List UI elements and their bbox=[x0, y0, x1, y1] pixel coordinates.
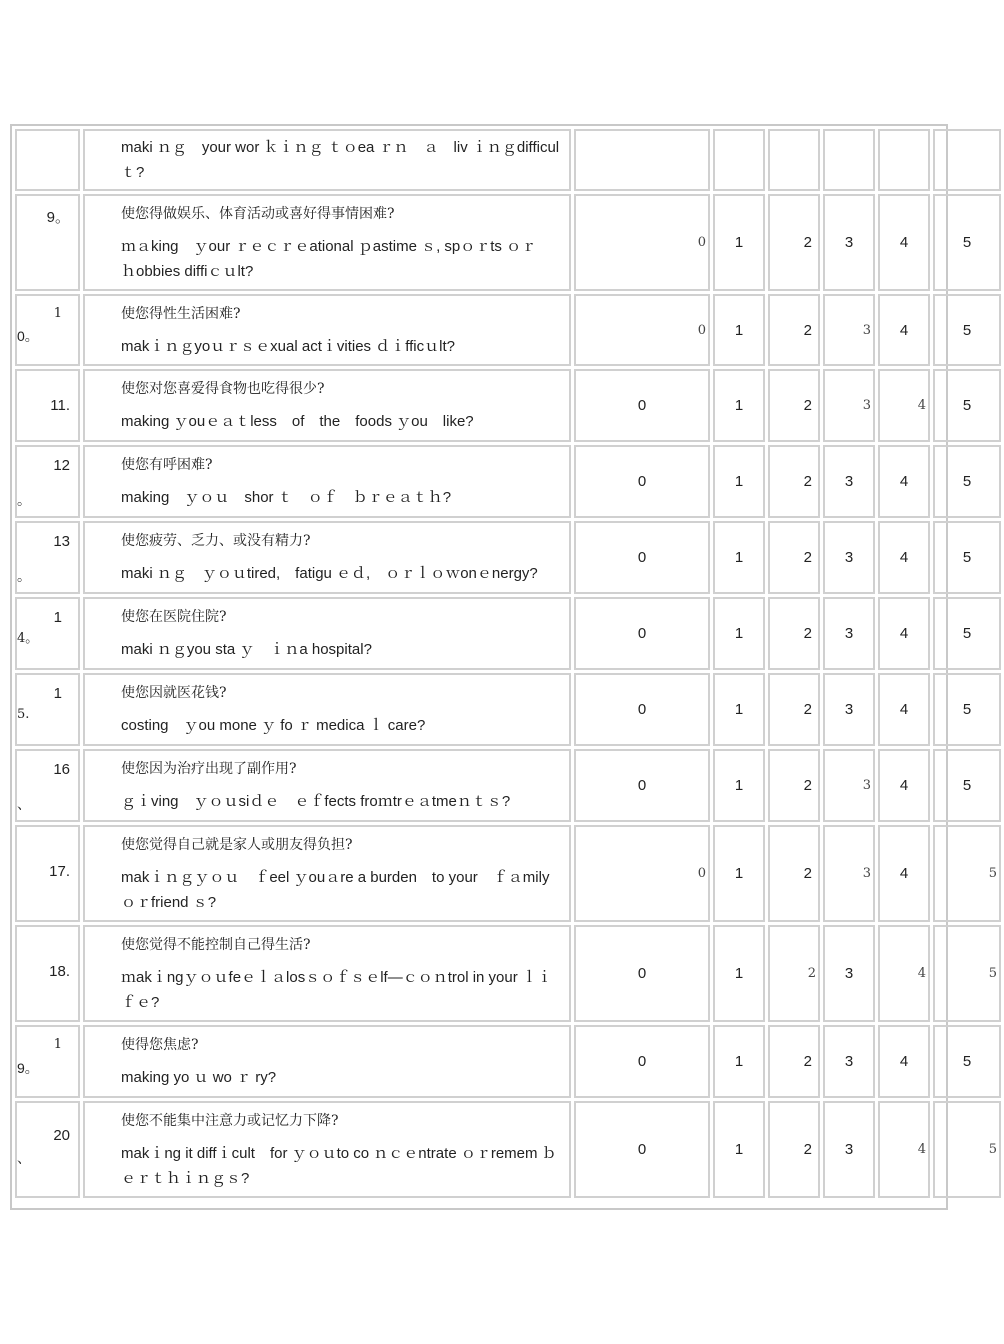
score-option-4[interactable]: 4 bbox=[878, 1101, 930, 1198]
item-number-cell bbox=[15, 749, 80, 822]
score-option-5[interactable]: 5 bbox=[933, 369, 1001, 442]
question-english: making yo ｕ wo ｒ ry? bbox=[121, 1069, 277, 1086]
question-cell bbox=[83, 521, 571, 594]
table-row bbox=[15, 294, 1001, 366]
table-row bbox=[15, 749, 1001, 822]
question-english: making ｙｏｕ shor ｔ ｏｆ ｂｒｅａｔｈ? bbox=[121, 489, 452, 506]
item-number-cell bbox=[15, 673, 80, 746]
score-option-3[interactable]: 3 bbox=[823, 597, 875, 670]
question-english: ｍａking ｙour ｒｅｃｒｅational ｐastime ｓ, spｏｒts ｏｒ ｈobbies diffiｃｕlt? bbox=[121, 237, 552, 280]
question-cell bbox=[83, 749, 571, 822]
score-option-4[interactable]: 4 bbox=[878, 1025, 930, 1098]
score-option-1[interactable]: 1 bbox=[713, 369, 765, 442]
score-option-0[interactable]: 0 bbox=[574, 597, 710, 670]
score-option-0[interactable]: 0 bbox=[574, 194, 710, 291]
score-option-4[interactable]: 4 bbox=[878, 521, 930, 594]
score-option-4[interactable]: 4 bbox=[878, 597, 930, 670]
item-number: 11. bbox=[50, 397, 70, 414]
table-row bbox=[15, 597, 1001, 670]
score-option-5[interactable]: 5 bbox=[933, 825, 1001, 922]
item-number: 13 bbox=[53, 533, 70, 550]
score-option-4[interactable]: 4 bbox=[878, 749, 930, 822]
score-option-2[interactable]: 2 bbox=[768, 673, 820, 746]
table-row bbox=[15, 129, 1001, 191]
questionnaire-table bbox=[12, 126, 1004, 1201]
item-number-suffix: 。 bbox=[17, 568, 31, 584]
item-number-cell bbox=[15, 369, 80, 442]
item-number-cell bbox=[15, 1101, 80, 1198]
item-number: 20 bbox=[53, 1127, 70, 1144]
question-english: maki ｎｇyou sta ｙ ｉｎa hospital? bbox=[121, 641, 372, 658]
score-cell bbox=[933, 129, 1001, 191]
question-chinese: 使您觉得自己就是家人或朋友得负担? bbox=[121, 836, 353, 853]
item-number: 18. bbox=[49, 963, 70, 980]
item-number-cell bbox=[15, 194, 80, 291]
question-english: maki ｎｇ ｙｏｕtired, fatigu ｅｄ, ｏｒｌｏｗonｅnergy? bbox=[121, 565, 538, 582]
score-option-3[interactable]: 3 bbox=[823, 1025, 875, 1098]
question-chinese: 使您因为治疗出现了副作用? bbox=[121, 761, 297, 777]
item-number: 1 bbox=[53, 685, 62, 702]
question-chinese: 使您不能集中注意力或记忆力下降? bbox=[121, 1112, 339, 1129]
score-option-3[interactable]: 3 bbox=[823, 369, 875, 442]
question-chinese: 使您在医院住院? bbox=[121, 609, 227, 625]
score-cell bbox=[823, 129, 875, 191]
score-option-3[interactable]: 3 bbox=[823, 673, 875, 746]
question-english: makｉng it diffｉcult for ｙｏｕto co ｎｃｅntrate ｏｒremem ｂｅｒｔｈｉｎｇｓ? bbox=[121, 1144, 557, 1187]
score-option-5[interactable]: 5 bbox=[933, 749, 1001, 822]
question-english: makｉｎｇｙｏｕ ｆeel ｙouａre a burden to your ｆａmily ｏｒfriend ｓ? bbox=[121, 868, 550, 911]
question-english: making ｙouｅａｔless of the foods ｙou like? bbox=[121, 413, 474, 430]
score-option-4[interactable]: 4 bbox=[878, 825, 930, 922]
table-row bbox=[15, 925, 1001, 1022]
question-chinese: 使您有呼困难? bbox=[121, 457, 213, 473]
score-option-0[interactable]: 0 bbox=[574, 749, 710, 822]
item-number-cell bbox=[15, 1025, 80, 1098]
score-option-1[interactable]: 1 bbox=[713, 194, 765, 291]
score-option-5[interactable]: 5 bbox=[933, 1025, 1001, 1098]
item-number: 1 bbox=[53, 306, 62, 321]
score-option-0[interactable]: 0 bbox=[574, 369, 710, 442]
score-option-0[interactable]: 0 bbox=[574, 1025, 710, 1098]
question-chinese: 使您觉得不能控制自己得生活? bbox=[121, 936, 311, 953]
score-option-2[interactable]: 2 bbox=[768, 925, 820, 1022]
table-row bbox=[15, 194, 1001, 291]
item-number: 1 bbox=[53, 1037, 62, 1052]
score-option-4[interactable]: 4 bbox=[878, 673, 930, 746]
score-option-0[interactable]: 0 bbox=[574, 673, 710, 746]
score-cell bbox=[768, 129, 820, 191]
score-option-2[interactable]: 2 bbox=[768, 521, 820, 594]
score-option-5[interactable]: 5 bbox=[933, 597, 1001, 670]
item-number: 9。 bbox=[46, 209, 70, 226]
score-option-1[interactable]: 1 bbox=[713, 445, 765, 518]
item-number: 1 bbox=[53, 609, 62, 626]
question-cell bbox=[83, 445, 571, 518]
question-cell bbox=[83, 129, 571, 191]
item-number-suffix: 、 bbox=[17, 796, 31, 812]
score-option-3[interactable]: 3 bbox=[823, 749, 875, 822]
item-number: 12 bbox=[53, 457, 70, 474]
question-english: ｇｉving ｙｏｕsiｄｅ ｅｆfects froｍtrｅａtmeｎｔｓ? bbox=[121, 793, 511, 810]
score-option-5[interactable]: 5 bbox=[933, 445, 1001, 518]
score-option-3[interactable]: 3 bbox=[823, 1101, 875, 1198]
score-option-5[interactable]: 5 bbox=[933, 294, 1001, 366]
score-option-1[interactable]: 1 bbox=[713, 749, 765, 822]
score-option-0[interactable]: 0 bbox=[574, 1101, 710, 1198]
score-option-5[interactable]: 5 bbox=[933, 1101, 1001, 1198]
score-option-1[interactable]: 1 bbox=[713, 597, 765, 670]
question-cell bbox=[83, 925, 571, 1022]
table-row bbox=[15, 521, 1001, 594]
score-option-5[interactable]: 5 bbox=[933, 521, 1001, 594]
item-number-cell bbox=[15, 294, 80, 366]
table-row bbox=[15, 369, 1001, 442]
score-option-5[interactable]: 5 bbox=[933, 925, 1001, 1022]
item-number-cell bbox=[15, 521, 80, 594]
score-option-2[interactable]: 2 bbox=[768, 445, 820, 518]
table-row bbox=[15, 1025, 1001, 1098]
item-number-cell bbox=[15, 825, 80, 922]
question-chinese: 使您因就医花钱? bbox=[121, 685, 227, 701]
score-cell bbox=[713, 129, 765, 191]
questionnaire-table-frame bbox=[10, 124, 997, 1210]
question-cell bbox=[83, 1025, 571, 1098]
score-option-2[interactable]: 2 bbox=[768, 294, 820, 366]
score-option-2[interactable]: 2 bbox=[768, 1025, 820, 1098]
item-number-suffix: 、 bbox=[17, 1150, 31, 1166]
score-option-3[interactable]: 3 bbox=[823, 521, 875, 594]
table-row bbox=[15, 445, 1001, 518]
score-option-2[interactable]: 2 bbox=[768, 825, 820, 922]
score-option-5[interactable]: 5 bbox=[933, 673, 1001, 746]
score-option-0[interactable]: 0 bbox=[574, 445, 710, 518]
score-option-2[interactable]: 2 bbox=[768, 369, 820, 442]
score-option-3[interactable]: 3 bbox=[823, 294, 875, 366]
score-option-1[interactable]: 1 bbox=[713, 294, 765, 366]
item-number: 17. bbox=[49, 863, 70, 880]
score-cell bbox=[878, 129, 930, 191]
question-chinese: 使您得做娱乐、体育活动或喜好得事情困难? bbox=[121, 205, 395, 222]
score-option-3[interactable]: 3 bbox=[823, 194, 875, 291]
item-number-suffix: 4。 bbox=[17, 631, 39, 646]
question-cell bbox=[83, 369, 571, 442]
question-cell bbox=[83, 825, 571, 922]
score-option-4[interactable]: 4 bbox=[878, 194, 930, 291]
table-row bbox=[15, 673, 1001, 746]
score-option-1[interactable]: 1 bbox=[713, 925, 765, 1022]
item-number-suffix: 5. bbox=[17, 707, 30, 722]
item-number: 16 bbox=[53, 761, 70, 778]
question-english: maki ｎｇ your wor ｋｉｎｇ ｔｏea ｒｎ ａ liv ｉｎｇdifficul ｔ? bbox=[121, 139, 560, 181]
score-option-2[interactable]: 2 bbox=[768, 749, 820, 822]
score-option-0[interactable]: 0 bbox=[574, 825, 710, 922]
score-option-3[interactable]: 3 bbox=[823, 445, 875, 518]
question-cell bbox=[83, 673, 571, 746]
question-cell bbox=[83, 597, 571, 670]
score-cell bbox=[574, 129, 710, 191]
question-chinese: 使您疲劳、乏力、或没有精力? bbox=[121, 533, 311, 549]
score-option-1[interactable]: 1 bbox=[713, 1025, 765, 1098]
question-english: makｉｎｇyoｕｒｓｅxual actｉvities ｄｉfficｕlt? bbox=[121, 337, 455, 355]
item-number-cell bbox=[15, 597, 80, 670]
score-option-3[interactable]: 3 bbox=[823, 825, 875, 922]
score-option-1[interactable]: 1 bbox=[713, 521, 765, 594]
table-row bbox=[15, 825, 1001, 922]
item-number-suffix: 0。 bbox=[17, 328, 39, 344]
question-cell bbox=[83, 194, 571, 291]
question-cell bbox=[83, 1101, 571, 1198]
table-row bbox=[15, 1101, 1001, 1198]
score-option-0[interactable]: 0 bbox=[574, 294, 710, 366]
question-chinese: 使您得性生活困难? bbox=[121, 305, 241, 322]
score-option-3[interactable]: 3 bbox=[823, 925, 875, 1022]
question-chinese: 使您对您喜爱得食物也吃得很少? bbox=[121, 381, 325, 397]
score-option-2[interactable]: 2 bbox=[768, 194, 820, 291]
score-option-2[interactable]: 2 bbox=[768, 1101, 820, 1198]
score-option-1[interactable]: 1 bbox=[713, 1101, 765, 1198]
score-option-4[interactable]: 4 bbox=[878, 294, 930, 366]
question-cell bbox=[83, 294, 571, 366]
item-number-suffix: 。 bbox=[17, 492, 31, 508]
score-option-0[interactable]: 0 bbox=[574, 925, 710, 1022]
score-option-5[interactable]: 5 bbox=[933, 194, 1001, 291]
score-option-4[interactable]: 4 bbox=[878, 445, 930, 518]
score-option-4[interactable]: 4 bbox=[878, 925, 930, 1022]
question-english: ｍakｉngｙｏｕfeｅｌａlosｓｏｆｓｅlf—ｃｏｎtrol in your ｌｉｆｅ? bbox=[121, 968, 552, 1011]
question-chinese: 使得您焦虑? bbox=[121, 1037, 199, 1053]
score-option-1[interactable]: 1 bbox=[713, 825, 765, 922]
item-number-suffix: 9。 bbox=[17, 1060, 39, 1076]
score-option-0[interactable]: 0 bbox=[574, 521, 710, 594]
score-option-4[interactable]: 4 bbox=[878, 369, 930, 442]
score-option-2[interactable]: 2 bbox=[768, 597, 820, 670]
item-number-cell bbox=[15, 925, 80, 1022]
item-number-cell bbox=[15, 445, 80, 518]
item-number-cell bbox=[15, 129, 80, 191]
question-english: costing ｙou mone ｙ fo ｒ medica ｌ care? bbox=[121, 717, 426, 734]
score-option-1[interactable]: 1 bbox=[713, 673, 765, 746]
